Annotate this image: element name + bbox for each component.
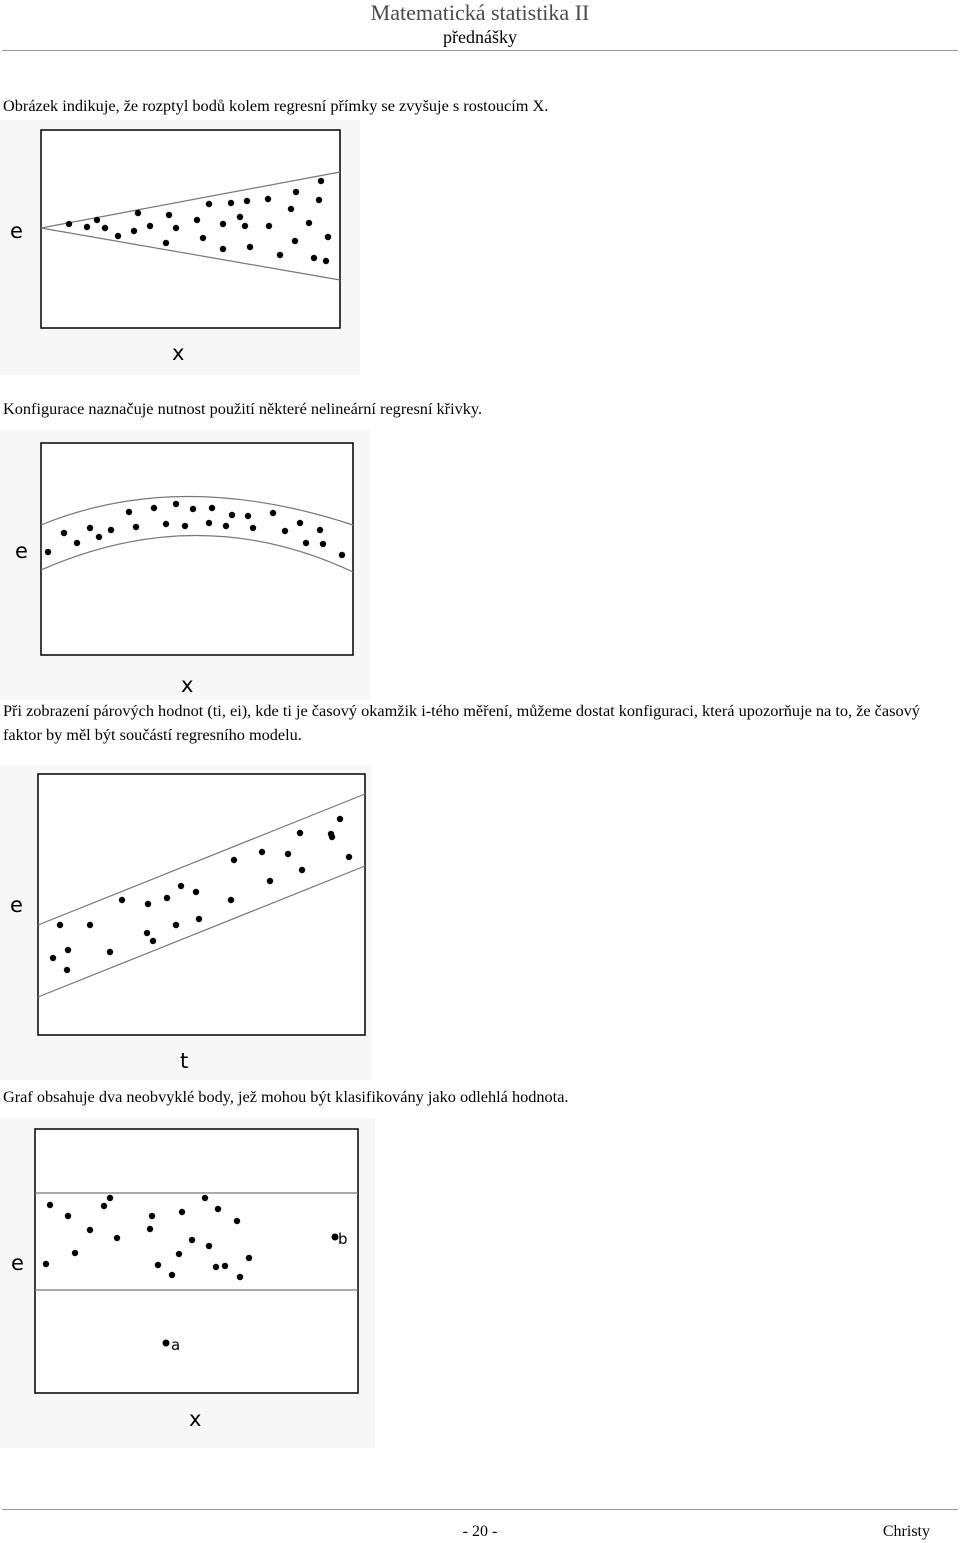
- footer-divider: [2, 1509, 958, 1510]
- scatter-dot: [297, 830, 303, 836]
- scatter-dot: [318, 178, 324, 184]
- scatter-dot: [316, 197, 322, 203]
- scatter-dot: [346, 854, 352, 860]
- scatter-dot: [173, 501, 179, 507]
- scatter-dot: [288, 206, 294, 212]
- scatter-dot: [231, 857, 237, 863]
- scatter-dot: [265, 196, 271, 202]
- scatter-dot: [250, 525, 256, 531]
- y-axis-label: e: [10, 893, 23, 917]
- scatter-dot: [237, 214, 243, 220]
- paragraph-3: Při zobrazení párových hodnot (ti, ei), kde ti je časový okamžik i-tého měření, můžeme dostat konfiguraci, která upozorňuje na to, že časový faktor by měl být součástí regresního modelu.: [3, 701, 920, 744]
- scatter-dot: [259, 849, 265, 855]
- figure-outliers: [0, 1118, 380, 1448]
- scatter-dot: [285, 851, 291, 857]
- scatter-dot: [50, 955, 56, 961]
- scatter-dot: [169, 1272, 175, 1278]
- scatter-dot: [149, 1213, 155, 1219]
- header-title: Matematická statistika II: [370, 0, 590, 25]
- scatter-dot: [303, 540, 309, 546]
- scatter-dot: [311, 255, 317, 261]
- scatter-dot: [320, 541, 326, 547]
- scatter-dot: [61, 530, 67, 536]
- scatter-dot: [150, 938, 156, 944]
- scatter-dot: [229, 512, 235, 518]
- outlier-point-a: [163, 1340, 170, 1347]
- paragraph-1: Obrázek indikuje, že rozptyl bodů kolem regresní přímky se zvyšuje s rostoucím X.: [3, 96, 549, 115]
- scatter-dot: [102, 225, 108, 231]
- scatter-dot: [126, 509, 132, 515]
- scatter-dot: [337, 816, 343, 822]
- scatter-dot: [213, 1264, 219, 1270]
- scatter-dot: [247, 244, 253, 250]
- scatter-dot: [101, 1203, 107, 1209]
- scatter-dot: [114, 1235, 120, 1241]
- y-axis-label: e: [10, 219, 23, 243]
- scatter-dot: [64, 967, 70, 973]
- scatter-dot: [206, 1243, 212, 1249]
- scatter-dot: [220, 246, 226, 252]
- scatter-dot: [72, 1250, 78, 1256]
- scatter-dot: [166, 212, 172, 218]
- figure-curved-band: [0, 430, 380, 700]
- scatter-dot: [87, 525, 93, 531]
- scatter-dot: [323, 258, 329, 264]
- scatter-dot: [317, 527, 323, 533]
- scatter-dot: [270, 510, 276, 516]
- scatter-dot: [65, 1213, 71, 1219]
- scatter-dot: [115, 233, 121, 239]
- scatter-dot: [151, 505, 157, 511]
- scatter-dot: [228, 200, 234, 206]
- page-number: - 20 -: [462, 1523, 498, 1540]
- paragraph-4: Graf obsahuje dva neobvyklé body, jež mohou být klasifikovány jako odlehlá hodnota.: [3, 1087, 569, 1106]
- scatter-dot: [244, 198, 250, 204]
- y-axis-label: e: [11, 1251, 24, 1275]
- scatter-dot: [325, 234, 331, 240]
- scatter-dot: [297, 520, 303, 526]
- scatter-dot: [155, 1262, 161, 1268]
- scatter-dot: [339, 552, 345, 558]
- scatter-dot: [87, 1227, 93, 1233]
- scatter-dot: [163, 240, 169, 246]
- scatter-dot: [66, 221, 72, 227]
- scatter-dot: [245, 513, 251, 519]
- scatter-dot: [47, 1202, 53, 1208]
- scatter-dot: [96, 534, 102, 540]
- header-divider: [2, 50, 958, 51]
- figure-funnel: [0, 120, 380, 375]
- scatter-dot: [94, 217, 100, 223]
- scatter-dot: [173, 922, 179, 928]
- scatter-dot: [206, 201, 212, 207]
- scatter-dot: [306, 220, 312, 226]
- scatter-dot: [200, 235, 206, 241]
- scatter-dot: [164, 895, 170, 901]
- scatter-dot: [242, 223, 248, 229]
- outlier-label-b: b: [338, 1230, 348, 1248]
- scatter-dot: [178, 883, 184, 889]
- scatter-dot: [147, 223, 153, 229]
- plot-frame: [41, 443, 353, 655]
- scatter-dot: [74, 540, 80, 546]
- scatter-dot: [277, 252, 283, 258]
- footer-author: Christy: [882, 1523, 930, 1540]
- scatter-dot: [107, 1195, 113, 1201]
- scatter-dot: [220, 221, 226, 227]
- scatter-dot: [209, 505, 215, 511]
- scatter-dot: [45, 549, 51, 555]
- scatter-dot: [87, 922, 93, 928]
- scatter-dot: [202, 1195, 208, 1201]
- y-axis-label: e: [15, 539, 28, 563]
- scatter-dot: [267, 878, 273, 884]
- scatter-dot: [84, 224, 90, 230]
- scatter-dot: [266, 223, 272, 229]
- scatter-dot: [194, 217, 200, 223]
- scatter-dot: [144, 930, 150, 936]
- header-subtitle: přednášky: [443, 27, 517, 47]
- scatter-dot: [293, 189, 299, 195]
- scatter-dot: [147, 1226, 153, 1232]
- paragraph-2: Konfigurace naznačuje nutnost použití některé nelineární regresní křivky.: [3, 399, 483, 418]
- scatter-dot: [57, 922, 63, 928]
- scatter-dot: [223, 523, 229, 529]
- scatter-dot: [176, 1251, 182, 1257]
- x-axis-label: t: [180, 1049, 189, 1073]
- x-axis-label: x: [189, 1407, 202, 1431]
- scatter-dot: [222, 1263, 228, 1269]
- scatter-dot: [182, 523, 188, 529]
- scatter-dot: [299, 867, 305, 873]
- outlier-label-a: a: [171, 1336, 181, 1354]
- scatter-dot: [246, 1255, 252, 1261]
- plot-frame: [35, 1129, 358, 1393]
- scatter-dot: [329, 834, 335, 840]
- scatter-dot: [108, 527, 114, 533]
- scatter-dot: [65, 947, 71, 953]
- scatter-dot: [193, 889, 199, 895]
- scatter-dot: [196, 916, 202, 922]
- scatter-dot: [190, 506, 196, 512]
- scatter-dot: [179, 1209, 185, 1215]
- scatter-dot: [237, 1274, 243, 1280]
- scatter-dot: [292, 238, 298, 244]
- scatter-dot: [135, 210, 141, 216]
- scatter-dot: [43, 1261, 49, 1267]
- scatter-dot: [206, 520, 212, 526]
- scatter-dot: [282, 528, 288, 534]
- scatter-dot: [145, 901, 151, 907]
- scatter-dot: [215, 1206, 221, 1212]
- scatter-dot: [189, 1237, 195, 1243]
- scatter-dot: [131, 228, 137, 234]
- scatter-dot: [133, 524, 139, 530]
- figure-time-trend: [0, 765, 380, 1080]
- scatter-dot: [119, 897, 125, 903]
- x-axis-label: x: [172, 341, 185, 365]
- scatter-dot: [173, 225, 179, 231]
- scatter-dot: [228, 897, 234, 903]
- scatter-dot: [107, 949, 113, 955]
- scatter-dot: [234, 1218, 240, 1224]
- scatter-dot: [163, 521, 169, 527]
- x-axis-label: x: [181, 673, 194, 697]
